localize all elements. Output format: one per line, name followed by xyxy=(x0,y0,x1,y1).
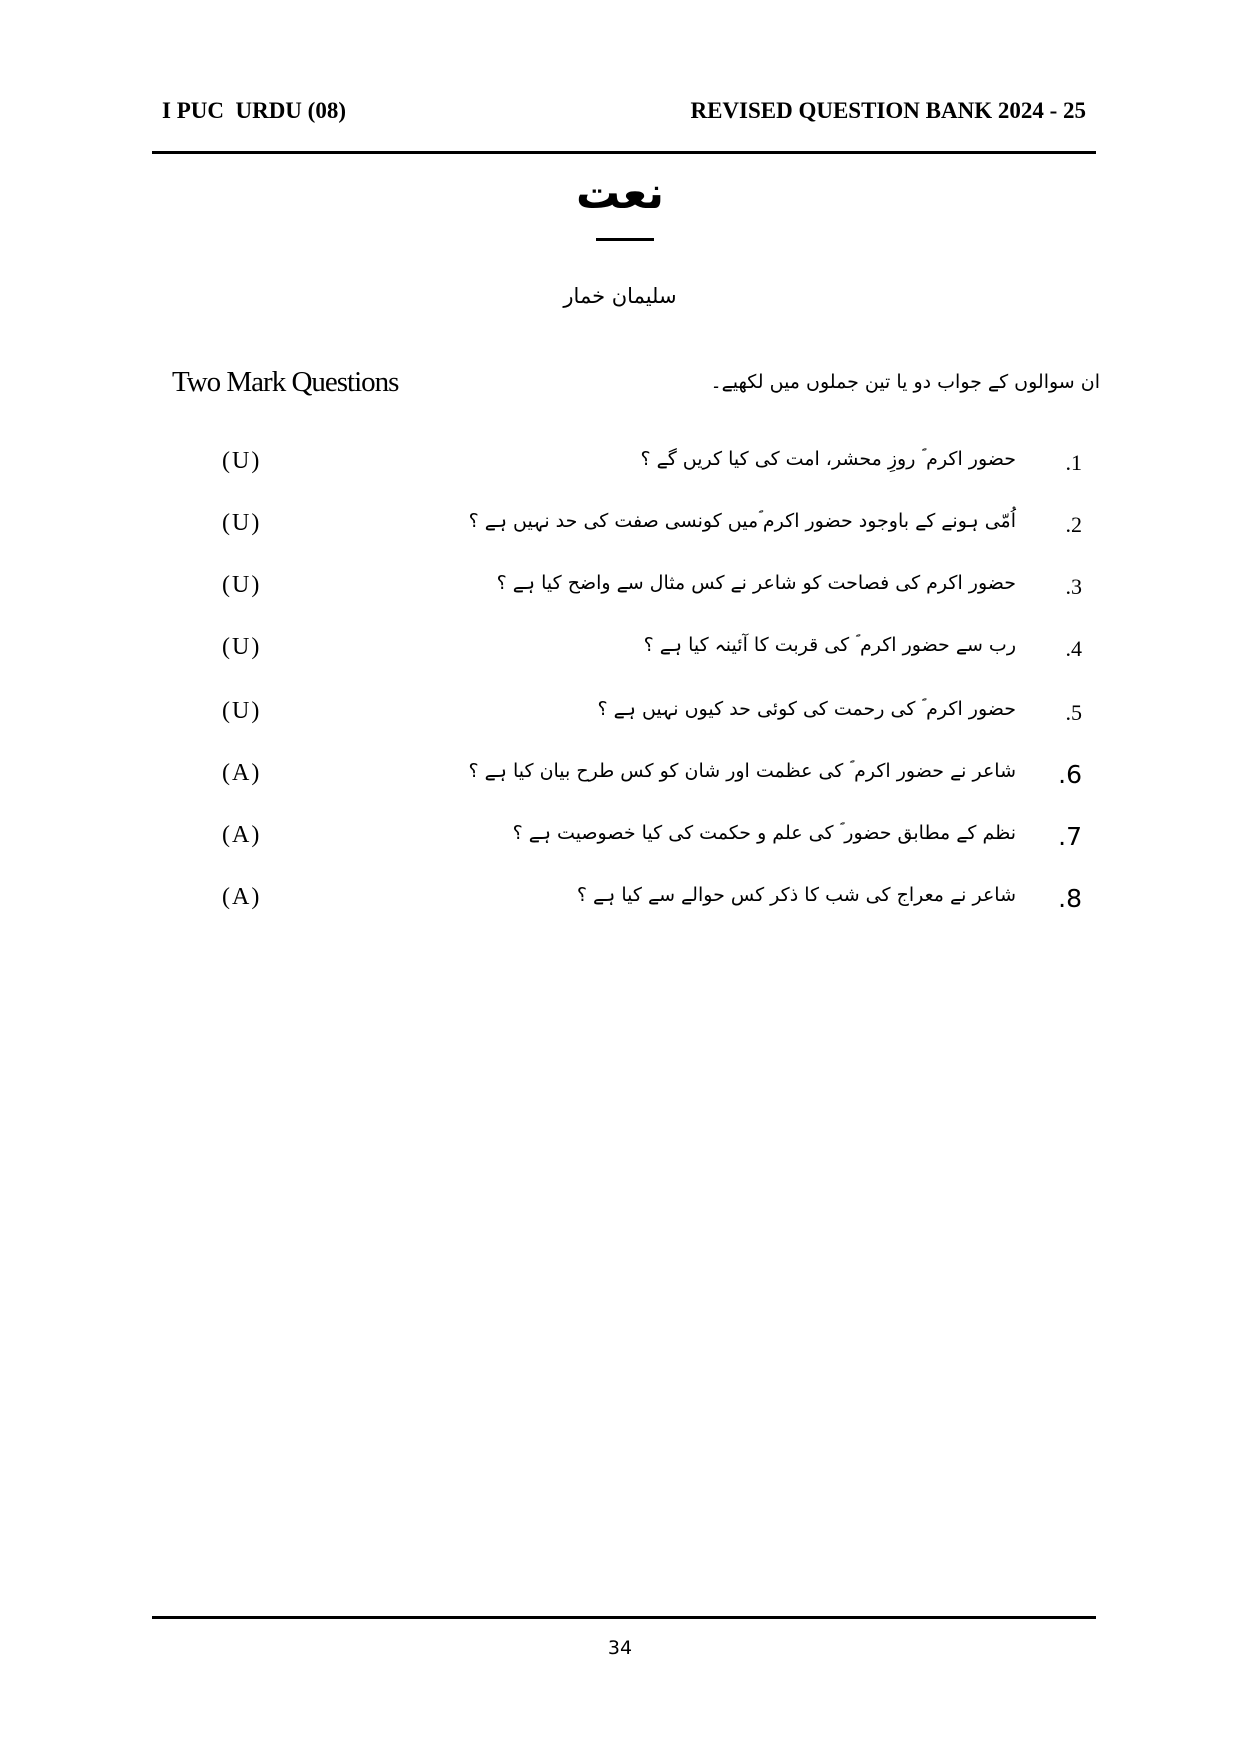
question-code: (A) xyxy=(222,884,262,910)
question-row xyxy=(0,446,1241,486)
question-text: اُمّی ہونے کے باوجود حضور اکرم ؐمیں کونسی صفت کی حد نہیں ہے ؟ xyxy=(468,510,1016,532)
question-text: رب سے حضور اکرم ؐ کی قربت کا آئینہ کیا ہے ؟ xyxy=(643,634,1016,656)
question-text: شاعر نے حضور اکرم ؐ کی عظمت اور شان کو کس طرح بیان کیا ہے ؟ xyxy=(468,760,1016,782)
question-number: .2 xyxy=(1065,512,1082,537)
page-title: نعت xyxy=(576,168,664,219)
question-number: .7 xyxy=(1058,822,1082,851)
header-title: REVISED QUESTION BANK 2024 - 25 xyxy=(690,98,1086,123)
question-code: (U) xyxy=(222,572,262,598)
question-text: شاعر نے معراج کی شب کا ذکر کس حوالے سے کیا ہے ؟ xyxy=(576,884,1016,906)
question-number: .3 xyxy=(1065,574,1082,599)
question-number: .8 xyxy=(1058,884,1082,913)
question-row xyxy=(0,632,1241,672)
question-code: (U) xyxy=(222,448,262,474)
question-code: (U) xyxy=(222,698,262,724)
question-row xyxy=(0,508,1241,548)
question-row xyxy=(0,758,1241,798)
question-number: .1 xyxy=(1065,450,1082,475)
question-code: (U) xyxy=(222,634,262,660)
question-code: (U) xyxy=(222,510,262,536)
question-text: حضور اکرم کی فصاحت کو شاعر نے کس مثال سے واضح کیا ہے ؟ xyxy=(496,572,1016,594)
section-label: Two Mark Questions xyxy=(172,366,399,398)
question-row xyxy=(0,820,1241,860)
question-text: حضور اکرم ؐ کی رحمت کی کوئی حد کیوں نہیں ہے ؟ xyxy=(597,698,1016,720)
instruction-text: ان سوالوں کے جواب دو یا تین جملوں میں لکھیے۔ xyxy=(710,371,1100,393)
header-divider xyxy=(152,151,1096,154)
title-underline xyxy=(596,238,654,241)
question-number: .6 xyxy=(1058,760,1082,789)
question-row xyxy=(0,882,1241,922)
question-code: (A) xyxy=(222,760,262,786)
question-code: (A) xyxy=(222,822,262,848)
question-text: نظم کے مطابق حضور ؐ کی علم و حکمت کی کیا خصوصیت ہے ؟ xyxy=(512,822,1016,844)
footer-divider xyxy=(152,1616,1096,1619)
header-course: I PUC URDU (08) xyxy=(162,98,346,123)
author-name: سلیمان خمار xyxy=(563,284,677,308)
question-row xyxy=(0,696,1241,736)
question-row xyxy=(0,570,1241,610)
question-text: حضور اکرم ؐ روزِ محشر، امت کی کیا کریں گے ؟ xyxy=(640,448,1016,470)
question-number: .5 xyxy=(1065,700,1082,725)
question-number: .4 xyxy=(1065,636,1082,661)
page-number: 34 xyxy=(607,1637,633,1659)
